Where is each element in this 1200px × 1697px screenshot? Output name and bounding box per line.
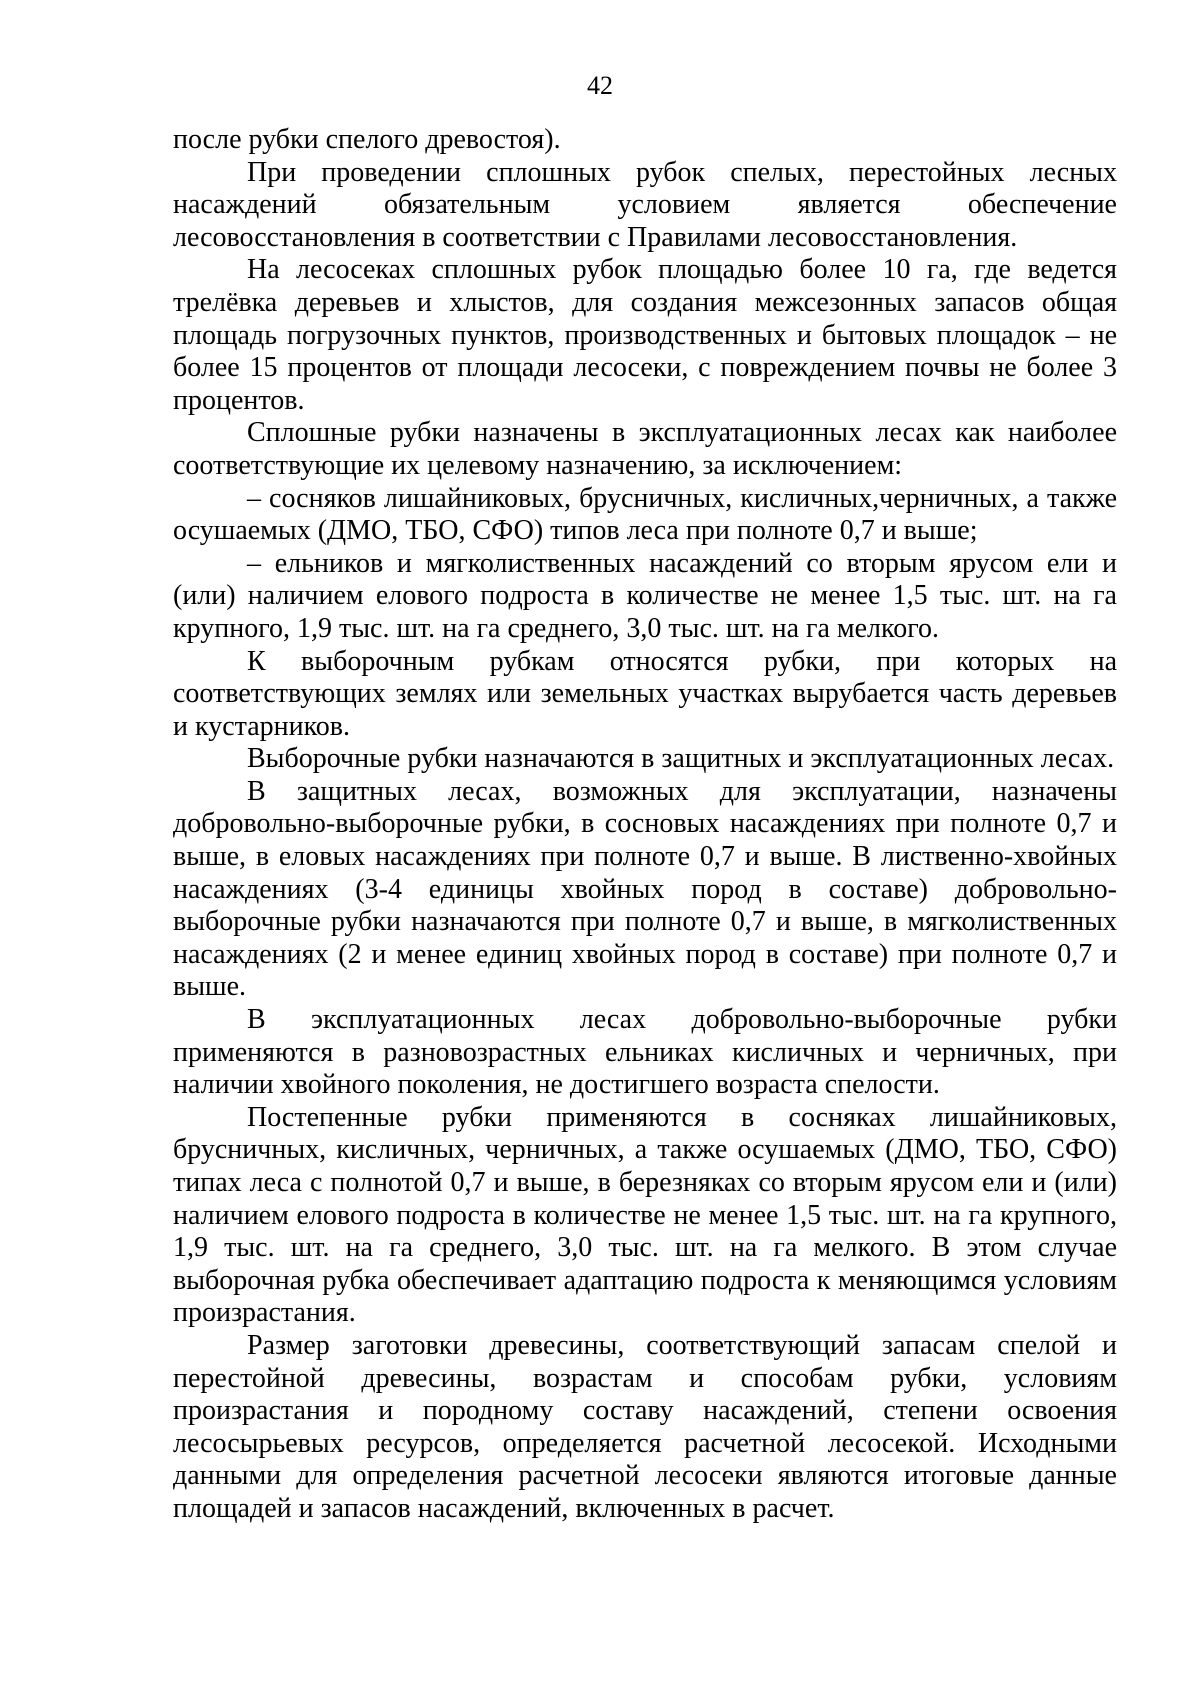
list-item-spruce-exception: – ельников и мягколиственных насаждений со вторым ярусом ели и (или) наличием елового подроста в количестве не менее 1,5 тыс. шт. на га крупного, 1,9 тыс. шт. на га среднего, 3,0 тыс. шт. на га мелкого.	[173, 547, 1117, 644]
paragraph-clearcut-exceptions-intro: Сплошные рубки назначены в эксплуатационных лесах как наиболее соответствующие их целевому назначению, за исключением:	[173, 417, 1117, 481]
paragraph-continuation: после рубки спелого древостоя).	[173, 124, 561, 155]
document-body	[173, 124, 1117, 1526]
paragraph-cutting-area-limits: На лесосеках сплошных рубок площадью более 10 га, где ведется трелёвка деревьев и хлыстов, для создания межсезонных запасов общая площадь погрузочных пунктов, производственных и бытовых площадок – не более 15 процентов от площади лесосеки, с повреждением почвы не более 3 процентов.	[173, 254, 1117, 416]
list-item-pine-exception: – сосняков лишайниковых, брусничных, кисличных,черничных, а также осушаемых (ДМО, ТБО, СФО) типов леса при полноте 0,7 и выше;	[173, 482, 1117, 547]
paragraph-selective-cutting-definition: К выборочным рубкам относятся рубки, при которых на соответствующих землях или земельных участках вырубается часть деревьев и кустарников.	[173, 645, 1117, 742]
paragraph-harvest-volume: Размер заготовки древесины, соответствующий запасам спелой и перестойной древесины, возрастам и способам рубки, условиям произрастания и породному составу насаждений, степени освоения лесосырьевых ресурсов, определяется расчетной лесосекой. Исходными данными для определения расчетной лесосеки являются итоговые данные площадей и запасов насаждений, включенных в расчет.	[173, 1329, 1117, 1524]
paragraph-gradual-cutting: Постепенные рубки применяются в сосняках лишайниковых, брусничных, кисличных, черничных, а также осушаемых (ДМО, ТБО, СФО) типах леса с полнотой 0,7 и выше, в березняках со вторым ярусом ели и (или) наличием елового подроста в количестве не менее 1,5 тыс. шт. на га крупного, 1,9 тыс. шт. на га среднего, 3,0 тыс. шт. на га мелкого. В этом случае выборочная рубка обеспечивает адаптацию подроста к меняющимся условиям произрастания.	[173, 1101, 1117, 1329]
paragraph-clearcut-reforestation: При проведении сплошных рубок спелых, перестойных лесных насаждений обязательным условием является обеспечение лесовосстановления в соответствии с Правилами лесовосстановления.	[173, 156, 1117, 253]
page-number: 42	[587, 71, 613, 100]
paragraph-exploitation-forests: В эксплуатационных лесах добровольно-выборочные рубки применяются в разновозрастных ельниках кисличных и черничных, при наличии хвойного поколения, не достигшего возраста спелости.	[173, 1004, 1117, 1101]
paragraph-selective-cutting-assignment: Выборочные рубки назначаются в защитных и эксплуатационных лесах.	[247, 743, 1115, 775]
paragraph-protective-forests: В защитных лесах, возможных для эксплуатации, назначены добровольно-выборочные рубки, в сосновых насаждениях при полноте 0,7 и выше, в еловых насаждениях при полноте 0,7 и выше. В лиственно-хвойных насаждениях (3-4 единицы хвойных пород в составе) добровольно-выборочные рубки назначаются при полноте 0,7 и выше, в мягколиственных насаждениях (2 и менее единиц хвойных пород в составе) при полноте 0,7 и выше.	[173, 775, 1117, 1003]
